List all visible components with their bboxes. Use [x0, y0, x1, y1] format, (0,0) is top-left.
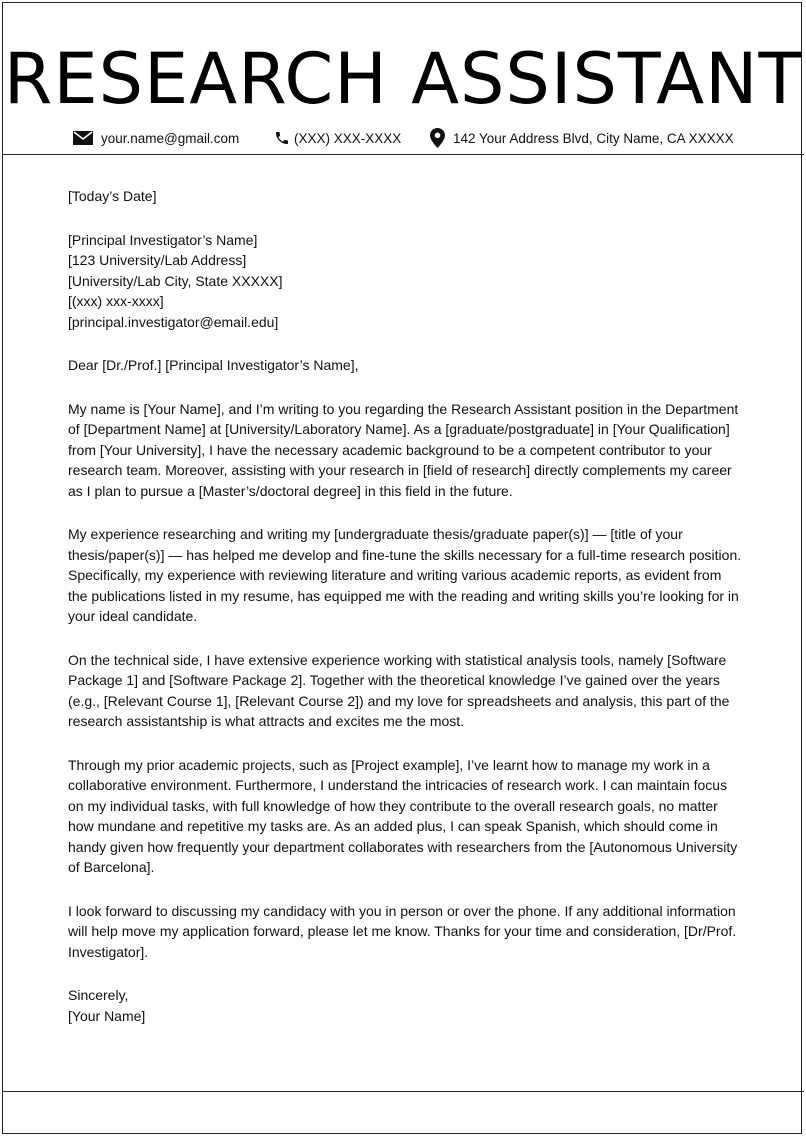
envelope-icon: [73, 131, 93, 145]
body-paragraph: On the technical side, I have extensive experience working with statistical analysis tools, namely [Software Package 1] and [Software Package 2]. Together with the theoretical knowledge I’ve gained over the years (e.g., [Relevant Course 1], [Relevant Course 2]) and my love for spreadsheets and analysis, this part of the research assistantship is what attracts and excites me the most.: [68, 651, 730, 729]
contact-address: [430, 126, 734, 150]
letter-body: [68, 186, 744, 1026]
recipient-city: [University/Lab City, State XXXXX]: [68, 272, 283, 289]
body-paragraph: My name is [Your Name], and I’m writing to you regarding the Research Assistant position in the Department of [Department Name] at [University/Laboratory Name]. As a [graduate/postgraduate] in [Your Qualification] from [Your University], I have the necessary academic background to be a competent contributor to your research team. Moreover, assisting with your research in [field of research] directly complements my career as I plan to pursue a [Master’s/doctoral degree] in this field in the future.: [68, 400, 739, 499]
phone-icon: [274, 129, 290, 147]
contact-email: [73, 126, 239, 150]
footer-divider: [2, 1091, 804, 1092]
recipient-name: [Principal Investigator’s Name]: [68, 231, 258, 248]
signature: [Your Name]: [68, 1007, 146, 1024]
contact-bar: [0, 126, 806, 150]
recipient-email: [principal.investigator@email.edu]: [68, 313, 279, 330]
recipient-address: [123 University/Lab Address]: [68, 252, 247, 268]
email-text: your.name@gmail.com: [101, 130, 240, 146]
body-paragraph: I look forward to discussing my candidacy with you in person or over the phone. If any additional information will help move my application forward, please let me know. Thanks for your time and consideration, [Dr/Prof. Investigator].: [68, 902, 737, 960]
recipient-phone: [(xxx) xxx-xxxx]: [68, 293, 164, 309]
page-title: RESEARCH ASSISTANT: [3, 38, 803, 120]
header-divider: [2, 154, 804, 155]
phone-text: (XXX) XXX-XXXX: [294, 130, 402, 146]
body-paragraph: Through my prior academic projects, such as [Project example], I’ve learnt how to manage my work in a collaborative environment. Furthermore, I understand the intricacies of research work. I can maintain focus on my individual tasks, with full knowledge of how they contribute to the overall research goals, no matter how mundane and repetitive my tasks are. As an added plus, I can speak Spanish, which should come in handy given how frequently your department collaborates with researchers from the [Autonomous University of Barcelona].: [68, 756, 738, 875]
salutation: Dear [Dr./Prof.] [Principal Investigator’s Name],: [68, 357, 359, 373]
letter-date: [Today’s Date]: [68, 188, 157, 204]
closing: Sincerely,: [68, 987, 129, 1003]
contact-phone: [274, 126, 401, 150]
address-text: 142 Your Address Blvd, City Name, CA XXXXX: [453, 130, 734, 146]
body-paragraph: My experience researching and writing my [undergraduate thesis/graduate paper(s)] — [title of your thesis/paper(s)] — has helped me develop and fine-tune the skills necessary for a full-time research position. Specifically, my experience with reviewing literature and writing various academic reports, as evident from the publications listed in my resume, has equipped me with the reading and writing skills you’re looking for in your ideal candidate.: [68, 526, 742, 624]
map-pin-icon: [430, 128, 445, 148]
